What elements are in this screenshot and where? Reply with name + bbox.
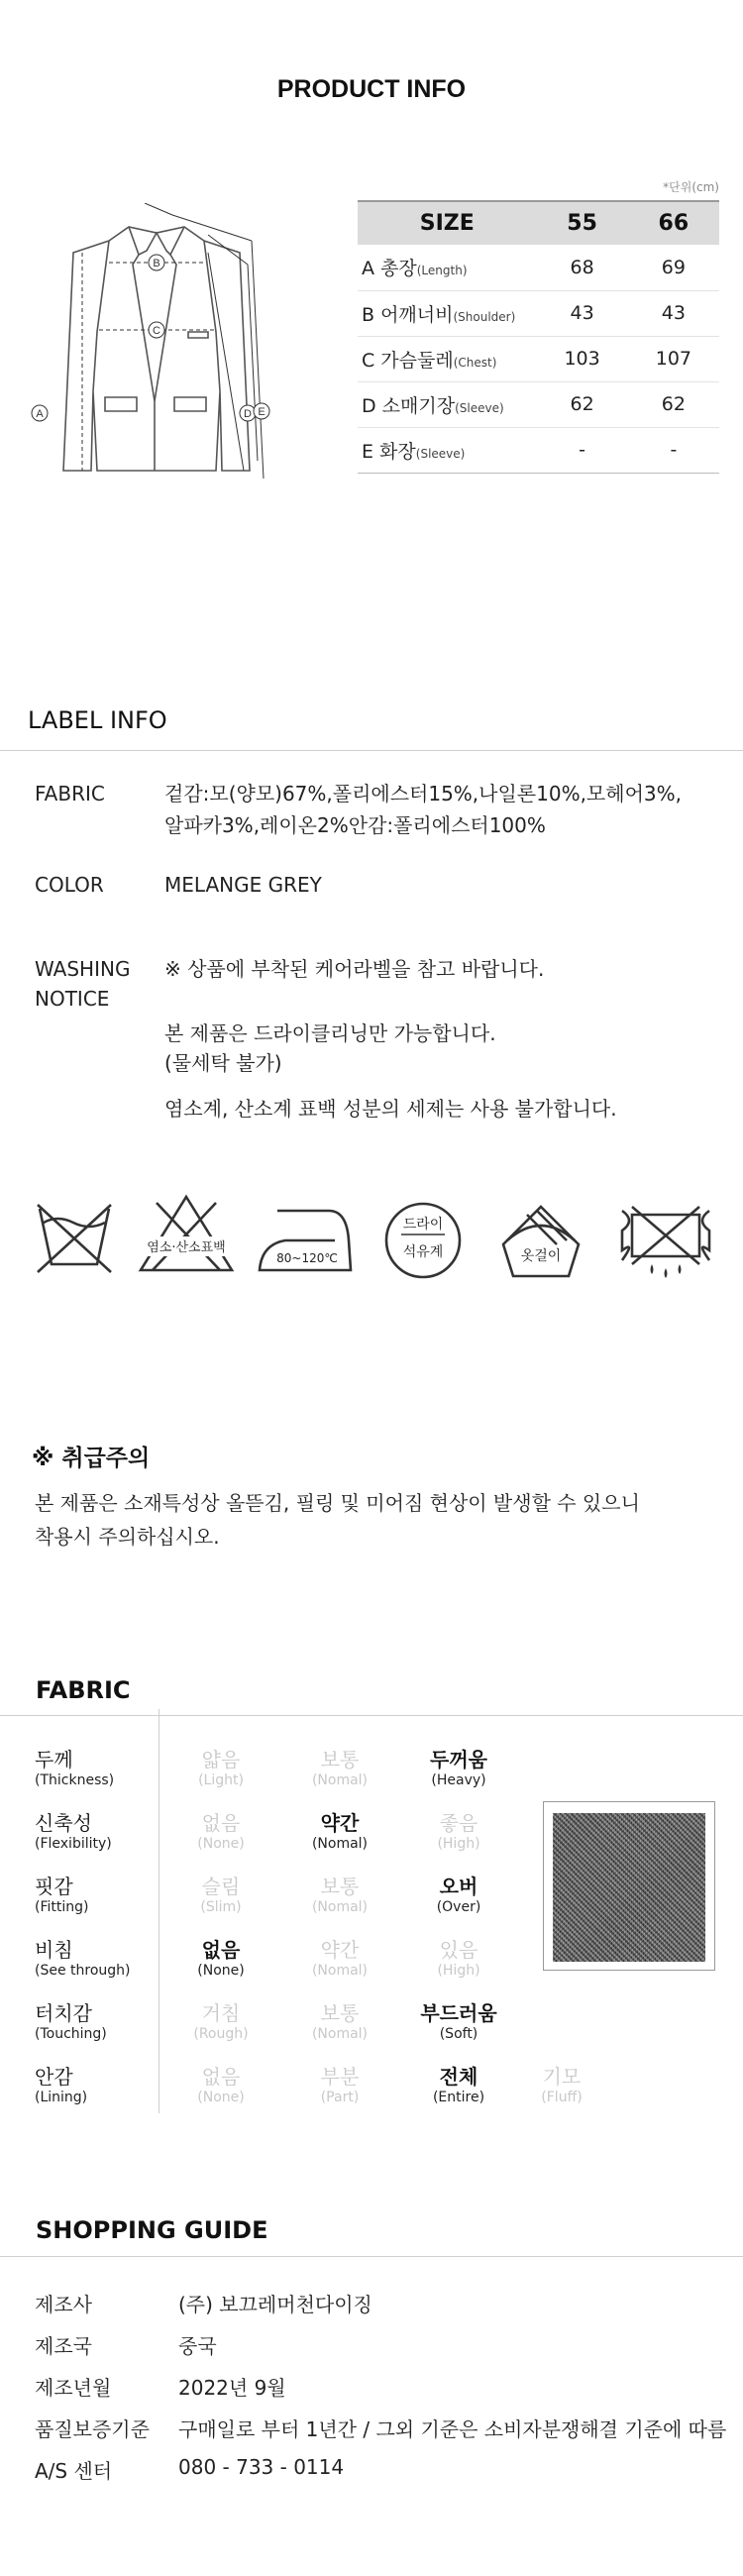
divider — [0, 750, 743, 751]
iron-temperature-text: 80~120℃ — [276, 1251, 338, 1265]
fabric-row-flexibility: 신축성 (Flexibility) 없음 (None) 약간 (Nomal) 좋음 (High) — [35, 1811, 480, 1852]
guide-val-as-center: 080 - 733 - 0114 — [178, 2455, 345, 2479]
svg-text:석유계: 석유계 — [402, 1244, 444, 1260]
shopping-guide-title: SHOPPING GUIDE — [36, 2216, 268, 2244]
table-row: A 총장(Length) 68 69 — [358, 245, 719, 290]
table-row: B 어깨너비(Shoulder) 43 43 — [358, 290, 719, 336]
fabric-value-line2: 알파카3%,레이온2%안감:폴리에스터100% — [164, 813, 546, 837]
no-wring-icon — [618, 1201, 713, 1280]
table-row: D 소매기장(Sleeve) 62 62 — [358, 381, 719, 427]
label-info-title: LABEL INFO — [28, 706, 167, 734]
guide-val-warranty: 구매일로 부터 1년간 / 그외 기준은 소비자분쟁해결 기준에 따름 — [178, 2417, 727, 2441]
fabric-row-thickness: 두께 (Thickness) 얇음 (Light) 보통 (Nomal) 두꺼움 (Heavy) — [35, 1748, 487, 1788]
size-55-header: 55 — [536, 201, 627, 245]
marker-a: A — [36, 408, 44, 420]
divider — [0, 2256, 743, 2257]
fabric-key: FABRIC — [35, 782, 105, 805]
iron-icon — [256, 1201, 355, 1276]
no-bleach-icon — [137, 1193, 236, 1276]
marker-e: E — [258, 406, 265, 418]
guide-key-as-center: A/S 센터 — [35, 2459, 113, 2483]
caution-text: 본 제품은 소재특성상 올뜯김, 필링 및 미어짐 현상이 발생할 수 있으니 착용시 주의하십시오. — [35, 1491, 640, 1549]
size-header: SIZE — [358, 201, 536, 245]
washing-key-line1: WASHING — [35, 957, 131, 981]
guide-val-country: 중국 — [178, 2334, 217, 2358]
fabric-row-touching: 터치감 (Touching) 거침 (Rough) 보통 (Nomal) 부드러움 (Soft) — [35, 2001, 497, 2042]
size-66-header: 66 — [628, 201, 719, 245]
fabric-title: FABRIC — [36, 1676, 131, 1704]
svg-text:드라이: 드라이 — [402, 1217, 444, 1233]
size-table — [358, 200, 719, 474]
shade-text: 옷걸이 — [520, 1248, 562, 1264]
washing-line4: 염소계, 산소계 표백 성분의 세제는 사용 불가합니다. — [164, 1097, 617, 1121]
fabric-row-see-through: 비침 (See through) 없음 (None) 약간 (Nomal) 있음 (High) — [35, 1938, 480, 1979]
fabric-row-fitting: 핏감 (Fitting) 슬림 (Slim) 보통 (Nomal) 오버 (Over) — [35, 1875, 481, 1915]
shade-dry-icon — [497, 1201, 584, 1282]
guide-key-manufacturer: 제조사 — [35, 2293, 92, 2316]
fabric-swatch — [553, 1813, 705, 1962]
product-info-title: PRODUCT INFO — [276, 75, 467, 103]
no-wash-icon — [36, 1201, 113, 1276]
guide-key-country: 제조국 — [35, 2334, 92, 2358]
dry-clean-icon — [381, 1201, 465, 1280]
washing-line2: 본 제품은 드라이클리닝만 가능합니다. — [164, 1021, 496, 1045]
guide-key-warranty: 품질보증기준 — [35, 2417, 150, 2441]
guide-val-date: 2022년 9월 — [178, 2376, 286, 2400]
caution-title: ※ 취급주의 — [32, 1446, 151, 1471]
divider — [0, 1715, 743, 1716]
washing-key-line2: NOTICE — [35, 987, 110, 1011]
washing-line1: ※ 상품에 부착된 케어라벨을 참고 바랍니다. — [164, 957, 545, 981]
marker-c: C — [153, 325, 160, 337]
washing-line3: (물세탁 불가) — [164, 1051, 282, 1075]
guide-key-date: 제조년월 — [35, 2376, 112, 2400]
marker-b: B — [153, 258, 160, 269]
table-row: E 화장(Sleeve) - - — [358, 427, 719, 473]
jacket-measurement-diagram — [28, 203, 345, 490]
guide-val-manufacturer: (주) 보끄레머천다이징 — [178, 2293, 372, 2316]
table-row: C 가슴둘레(Chest) 103 107 — [358, 336, 719, 381]
unit-note: *단위(cm) — [663, 180, 719, 194]
fabric-row-lining: 안감 (Lining) 없음 (None) 부분 (Part) 전체 (Entire) 기모 (Fluff) — [35, 2065, 583, 2105]
marker-d: D — [244, 408, 252, 420]
fabric-value-line1: 겉감:모(양모)67%,폴리에스터15%,나일론10%,모헤어3%, — [164, 782, 682, 805]
bleach-text: 염소·산소표백 — [147, 1240, 226, 1255]
color-key: COLOR — [35, 873, 104, 897]
color-value: MELANGE GREY — [164, 873, 322, 897]
